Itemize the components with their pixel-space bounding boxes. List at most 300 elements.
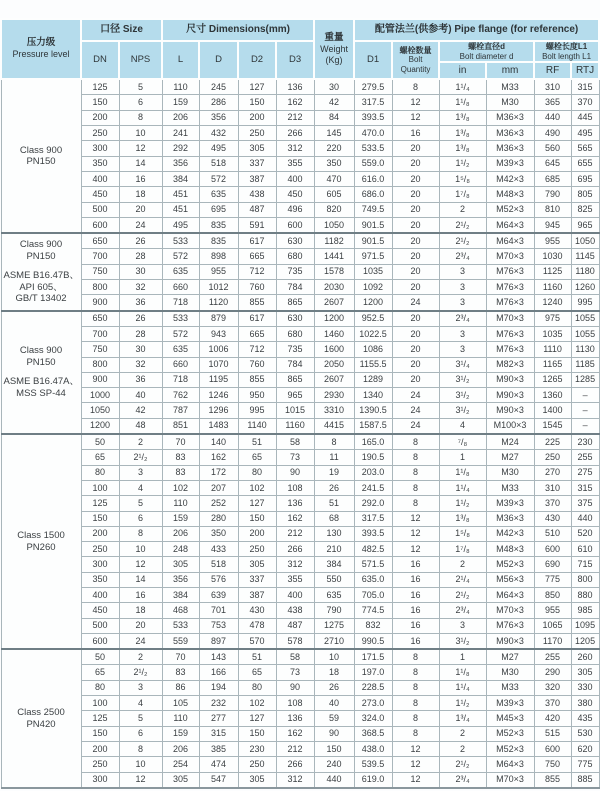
cell: 315 [571,480,599,495]
cell: 1¹/₈ [439,665,486,680]
cell: 438 [276,603,314,618]
cell: 393.5 [354,526,392,541]
table-row [1,572,599,587]
cell: 533 [162,618,199,633]
cell: 576 [199,572,238,587]
cell: 28 [119,326,162,341]
cell: 616.0 [354,171,392,186]
cell: 1265 [534,372,571,387]
cell: 900 [81,295,119,311]
cell: 2030 [314,280,354,295]
cell: 835 [199,233,238,249]
cell: 635 [314,587,354,602]
cell: 73 [276,450,314,465]
cell: 80 [238,680,276,695]
cell: 14 [119,572,162,587]
table-row [1,450,599,465]
cell: 718 [162,295,199,311]
cell: 1120 [199,295,238,311]
cell: 90 [314,726,354,741]
cell: M33 [486,79,534,95]
cell: 5 [119,79,162,95]
table-row [1,665,599,680]
cell: 375 [571,496,599,511]
cell: 162 [276,511,314,526]
cell: 305 [238,772,276,788]
cell: 254 [162,757,199,772]
cell: 760 [238,357,276,372]
table-row [1,126,599,141]
cell: 125 [81,711,119,726]
table-row [1,326,599,341]
cell: 240 [314,757,354,772]
table-row [1,603,599,618]
cell: 10 [119,757,162,772]
cell: 753 [199,618,238,633]
cell: 12 [392,95,439,110]
cell: 400 [276,171,314,186]
cell: 3¹/₂ [439,403,486,418]
cell: 2930 [314,388,354,403]
cell: 14 [119,156,162,171]
cell: 650 [81,233,119,249]
table-row [1,311,599,327]
cell: 2 [439,557,486,572]
cell: 1000 [81,388,119,403]
cell: 20 [392,280,439,295]
pressure-level-label: Class 900 PN150 ASME B16.47A、 MSS SP-44 [1,311,81,434]
cell: 230 [238,741,276,756]
cell: 820 [314,202,354,217]
cell: 305 [162,557,199,572]
cell: 432 [199,126,238,141]
cell: 248 [162,542,199,557]
cell: 8 [392,480,439,495]
cell: 125 [81,496,119,511]
cell: 317.5 [354,95,392,110]
table-header [1,19,599,79]
cell: 8 [119,741,162,756]
cell: 1022.5 [354,326,392,341]
header-weight-zh: 重量 [324,32,344,44]
cell: 2710 [314,633,354,649]
cell: M48×3 [486,542,534,557]
cell: 20 [392,357,439,372]
cell: 310 [534,79,571,95]
cell: 3 [439,264,486,279]
cell: 150 [81,511,119,526]
cell: 310 [534,480,571,495]
cell: 500 [81,618,119,633]
cell: 20 [392,141,439,156]
cell: 145 [314,126,354,141]
cell: 760 [238,280,276,295]
cell: 20 [392,372,439,387]
cell: 250 [534,450,571,465]
cell: 572 [162,249,199,264]
cell: 3 [119,465,162,480]
header-pressure-level-zh: 压力级 [26,37,56,49]
cell: 1125 [534,264,571,279]
cell: 172 [199,465,238,480]
cell: 1065 [534,618,571,633]
cell: M30 [486,95,534,110]
cell: 440 [534,110,571,125]
cell: 260 [571,649,599,665]
cell: 885 [571,772,599,788]
header-rtj: RTJ [571,62,599,79]
cell: 1200 [314,311,354,327]
cell: 212 [276,526,314,541]
cell: 83 [162,465,199,480]
cell: 1050 [314,217,354,233]
cell: 159 [162,511,199,526]
cell: 1015 [276,403,314,418]
cell: 241.5 [354,480,392,495]
cell: 955 [534,603,571,618]
cell: 90 [276,680,314,695]
table-row [1,156,599,171]
header-nps: NPS [119,41,162,79]
cell: 680 [276,326,314,341]
cell: 578 [276,633,314,649]
cell: M100×3 [486,418,534,434]
cell: 6 [119,726,162,741]
cell: 400 [81,587,119,602]
cell: 3¹/₂ [439,388,486,403]
header-d2: D2 [238,41,276,79]
cell: 1182 [314,233,354,249]
cell: 800 [81,280,119,295]
cell: M39×3 [486,156,534,171]
cell: 665 [238,249,276,264]
table-row [1,757,599,772]
cell: 695 [199,202,238,217]
table-row [1,587,599,602]
cell: 32 [119,280,162,295]
cell: 2¹/₂ [439,217,486,233]
cell: 400 [81,171,119,186]
table-row [1,649,599,665]
cell: 945 [534,217,571,233]
cell: 865 [276,295,314,311]
cell: 1050 [81,403,119,418]
cell: 712 [238,342,276,357]
cell: 750 [534,757,571,772]
cell: 695 [571,171,599,186]
cell: 210 [314,542,354,557]
cell: 1092 [354,280,392,295]
cell: 600 [81,633,119,649]
cell: 3 [439,618,486,633]
cell: 1360 [534,388,571,403]
cell: 324.0 [354,711,392,726]
cell: 1³/₄ [439,711,486,726]
cell: 2607 [314,372,354,387]
cell: 50 [81,649,119,665]
cell: 51 [238,649,276,665]
table-row [1,496,599,511]
cell: 2 [119,649,162,665]
cell: 190.5 [354,450,392,465]
cell: 901.5 [354,217,392,233]
cell: 330 [571,680,599,695]
cell: M64×3 [486,757,534,772]
cell: 775 [534,572,571,587]
cell: 1 [439,649,486,665]
header-d3: D3 [276,41,314,79]
cell: 560 [534,141,571,156]
cell: M64×3 [486,587,534,602]
cell: 1030 [534,249,571,264]
cell: 108 [276,696,314,711]
cell: 478 [238,618,276,633]
cell: 20 [392,311,439,327]
cell: 90 [276,465,314,480]
cell: 518 [199,156,238,171]
cell: 639 [199,587,238,602]
cell: 241 [162,126,199,141]
header-bolt-quantity-zh: 螺栓数量 [399,45,432,55]
table-row [1,171,599,186]
cell: 207 [199,480,238,495]
cell: 83 [162,450,199,465]
cell: 100 [81,480,119,495]
cell: 1160 [276,418,314,434]
cell: 20 [392,264,439,279]
cell: 355 [276,156,314,171]
cell: 600 [276,217,314,233]
cell: M27 [486,649,534,665]
cell: 701 [199,603,238,618]
cell: 530 [571,726,599,741]
table-row [1,233,599,249]
cell: 20 [392,326,439,341]
cell: 6 [119,95,162,110]
cell: M39×3 [486,496,534,511]
cell: 286 [199,95,238,110]
cell: M36×3 [486,126,534,141]
cell: 197.0 [354,665,392,680]
cell: 232 [199,696,238,711]
cell: 20 [392,342,439,357]
cell: 605 [314,187,354,202]
cell: 438 [238,187,276,202]
cell: 250 [238,126,276,141]
cell: 24 [392,418,439,434]
cell: 784 [276,357,314,372]
cell: 784 [276,280,314,295]
cell: 1180 [571,264,599,279]
header-bolt-length-zh: 螺栓长度L1 [545,42,588,51]
cell: M36×3 [486,141,534,156]
cell: M70×3 [486,772,534,788]
table-row [1,633,599,649]
cell: 1600 [314,342,354,357]
cell: 835 [199,217,238,233]
cell: 660 [162,357,199,372]
cell: 162 [276,726,314,741]
cell: 965 [276,388,314,403]
cell: 83 [162,665,199,680]
cell: 4415 [314,418,354,434]
header-weight-en: Weight [320,44,348,55]
cell: 250 [81,126,119,141]
cell: 810 [534,202,571,217]
cell: 3 [439,342,486,357]
cell: 136 [276,496,314,511]
cell: 8 [392,434,439,450]
cell: 84 [314,110,354,125]
cell: 1340 [354,388,392,403]
table-row [1,434,599,450]
cell: 749.5 [354,202,392,217]
cell: 26 [314,680,354,695]
cell: 1483 [199,418,238,434]
header-bolt-length [534,41,599,62]
cell: 2¹/₄ [439,572,486,587]
cell: M48×3 [486,187,534,202]
cell: 1⁷/₈ [439,187,486,202]
table-row [1,403,599,418]
cell: 879 [199,311,238,327]
cell: 8 [392,496,439,511]
header-d: D [199,41,238,79]
cell: 468 [162,603,199,618]
cell: 952.5 [354,311,392,327]
cell: 1070 [199,357,238,372]
cell: 143 [199,649,238,665]
cell: 550 [314,572,354,587]
cell: 435 [571,711,599,726]
cell: 36 [119,372,162,387]
cell: 600 [534,542,571,557]
cell: 3¹/₄ [439,357,486,372]
cell: 665 [238,326,276,341]
cell: 1³/₈ [439,110,486,125]
cell: 1095 [571,618,599,633]
cell: 150 [238,511,276,526]
cell: 515 [534,726,571,741]
cell: 290 [534,665,571,680]
cell: 571.5 [354,557,392,572]
cell: 16 [119,587,162,602]
cell: 12 [392,542,439,557]
cell: 718 [162,372,199,387]
cell: 482.5 [354,542,392,557]
cell: 715 [571,557,599,572]
cell: 11 [314,450,354,465]
cell: – [571,388,599,403]
cell: 16 [392,572,439,587]
cell: 10 [314,649,354,665]
cell: M52×3 [486,726,534,741]
table-row [1,217,599,233]
cell: 19 [314,465,354,480]
cell: 252 [199,496,238,511]
cell: 559.0 [354,156,392,171]
cell: 317.5 [354,511,392,526]
cell: 955 [199,264,238,279]
table-row [1,95,599,110]
cell: 4 [119,696,162,711]
cell: 8 [119,110,162,125]
cell: M76×3 [486,326,534,341]
cell: 110 [162,496,199,511]
cell: 194 [199,680,238,695]
cell: 230 [571,434,599,450]
cell: 510 [534,526,571,541]
cell: 65 [81,450,119,465]
cell: 356 [162,156,199,171]
cell: 102 [238,696,276,711]
cell: 775 [571,757,599,772]
cell: 700 [81,326,119,341]
cell: 735 [276,342,314,357]
cell: 1¹/₂ [439,156,486,171]
cell: M45×3 [486,711,534,726]
cell: 51 [314,496,354,511]
cell: 385 [199,741,238,756]
table-row [1,295,599,311]
cell: 495 [571,126,599,141]
cell: 1¹/₄ [439,79,486,95]
cell: 203.0 [354,465,392,480]
cell: 255 [534,649,571,665]
cell: 433 [199,542,238,557]
cell: 36 [119,295,162,311]
header-d1: D1 [354,41,392,79]
cell: 787 [162,403,199,418]
cell: M70×3 [486,603,534,618]
cell: 950 [238,388,276,403]
cell: 65 [81,665,119,680]
cell: 1006 [199,342,238,357]
cell: M70×3 [486,311,534,327]
cell: M30 [486,465,534,480]
table-row [1,772,599,788]
table-row [1,388,599,403]
cell: 387 [238,171,276,186]
header-l: L [162,41,199,79]
cell: 315 [199,726,238,741]
cell: 610 [571,542,599,557]
cell: 650 [81,311,119,327]
cell: 1¹/₈ [439,465,486,480]
cell: 70 [162,434,199,450]
cell: 16 [392,126,439,141]
cell: 539.5 [354,757,392,772]
cell: 1¹/₄ [439,680,486,695]
header-dimensions-group: 尺寸 Dimensions(mm) [162,19,314,41]
pressure-level-label: Class 1500 PN260 [1,434,81,649]
cell: 774.5 [354,603,392,618]
cell: 3310 [314,403,354,418]
cell: 305 [571,665,599,680]
cell: 3¹/₂ [439,372,486,387]
cell: M27 [486,450,534,465]
cell: 617 [238,233,276,249]
cell: 171.5 [354,649,392,665]
cell: 533 [162,233,199,249]
cell: 565 [571,141,599,156]
cell: 150 [238,726,276,741]
table-row [1,372,599,387]
cell: 6 [119,511,162,526]
cell: 8 [392,665,439,680]
cell: 1205 [571,633,599,649]
cell: 990.5 [354,633,392,649]
